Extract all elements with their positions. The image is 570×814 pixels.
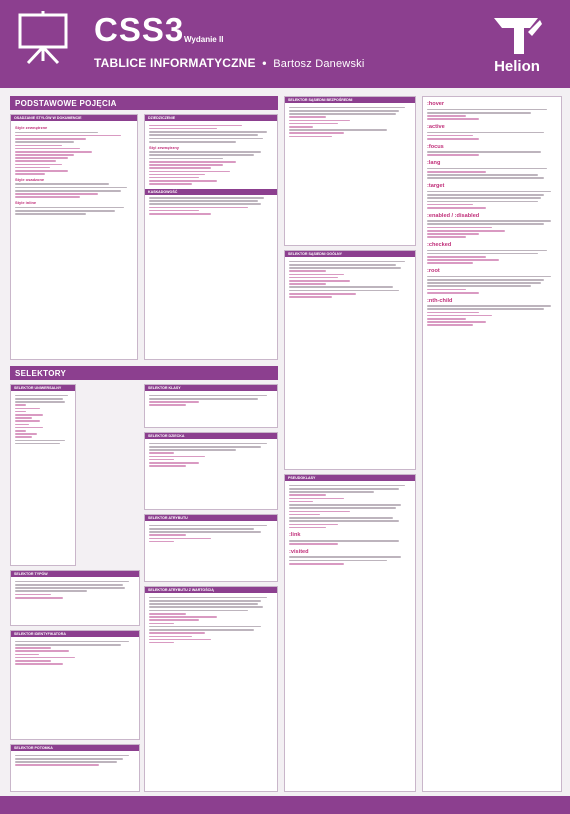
edition-label: Wydanie II bbox=[184, 35, 224, 44]
subtitle-text: TABLICE INFORMATYCZNE bbox=[94, 56, 256, 70]
presentation-board-icon bbox=[14, 9, 72, 67]
box-type-selector bbox=[10, 570, 140, 626]
box-embedding-styles-title: OSADZANIE STYLÓW W DOKUMENCIE bbox=[11, 115, 137, 121]
publisher-logo-text: Helion bbox=[494, 58, 540, 75]
prop-hover-title: :hover bbox=[427, 101, 445, 107]
heading-external-styles: Style zewnętrzne bbox=[15, 125, 48, 130]
prop-nth-child-title: :nth-child bbox=[427, 297, 453, 304]
box-attribute-value-selector bbox=[144, 586, 278, 792]
subtitle bbox=[94, 56, 364, 70]
box-cascade-title: KASKADOWOŚĆ bbox=[145, 189, 277, 195]
footer-bar bbox=[0, 796, 570, 814]
box-pseudoclasses bbox=[284, 474, 416, 792]
box-inheritance-title: DZIEDZICZENIE bbox=[145, 115, 277, 121]
section-selectors: SELEKTORY bbox=[10, 366, 278, 380]
prop-enabled-disabled-title: :enabled / :disabled bbox=[427, 212, 480, 219]
header-banner bbox=[0, 0, 570, 88]
page-title: CSS3 bbox=[94, 11, 185, 48]
box-general-sibling-selector bbox=[284, 250, 416, 470]
section-basic-concepts: PODSTAWOWE POJĘCIA bbox=[10, 96, 278, 110]
box-descendant-selector bbox=[10, 744, 140, 792]
prop-root-title: :root bbox=[427, 268, 440, 275]
heading-embedded-styles: Style osadzone bbox=[15, 176, 45, 182]
subtitle-separator: • bbox=[262, 56, 267, 70]
box-adjacent-selector bbox=[284, 96, 416, 246]
box-type-selector-title: SELEKTOR TYPÓW bbox=[11, 571, 139, 577]
heading-inline-styles: Style inline bbox=[15, 200, 37, 206]
box-attribute-selector bbox=[144, 514, 278, 582]
prop-lang-title: :lang bbox=[427, 160, 441, 167]
heading-external-style: Styl zewnętrzny bbox=[149, 144, 180, 150]
box-descendant-selector-title: SELEKTOR POTOMKA bbox=[11, 745, 139, 751]
author-name: Bartosz Danewski bbox=[273, 58, 365, 70]
box-id-selector-title: SELEKTOR IDENTYFIKATORA bbox=[11, 631, 139, 637]
box-attribute-selector-title: SELEKTOR ATRYBUTU bbox=[145, 515, 277, 521]
box-id-selector bbox=[10, 630, 140, 740]
prop-active-title: :active bbox=[427, 123, 445, 130]
box-class-selector bbox=[144, 384, 278, 428]
poster-content bbox=[0, 88, 570, 796]
box-child-selector bbox=[144, 432, 278, 510]
box-pseudoclasses-title: PSEUDOKLASY bbox=[285, 475, 415, 481]
pseudo-link-title: :link bbox=[289, 532, 301, 539]
prop-target-title: :target bbox=[427, 183, 445, 190]
prop-focus-title: :focus bbox=[427, 143, 444, 150]
box-universal-selector bbox=[10, 384, 76, 566]
box-adjacent-selector-title: SELEKTOR SĄSIEDNI BEZPOŚREDNI bbox=[285, 97, 415, 103]
box-class-selector-title: SELEKTOR KLASY bbox=[145, 385, 277, 391]
box-attribute-value-selector-title: SELEKTOR ATRYBUTU Z WARTOŚCIĄ bbox=[145, 587, 277, 593]
box-universal-selector-title: SELEKTOR UNIWERSALNY bbox=[11, 385, 75, 391]
prop-checked-title: :checked bbox=[427, 241, 452, 248]
box-pseudoclass-list bbox=[422, 96, 562, 792]
box-general-sibling-selector-title: SELEKTOR SĄSIEDNI OGÓLNY bbox=[285, 251, 415, 257]
pseudo-visited-title: :visited bbox=[289, 548, 309, 555]
box-inheritance bbox=[144, 114, 278, 360]
box-embedding-styles bbox=[10, 114, 138, 360]
box-child-selector-title: SELEKTOR DZIECKA bbox=[145, 433, 277, 439]
